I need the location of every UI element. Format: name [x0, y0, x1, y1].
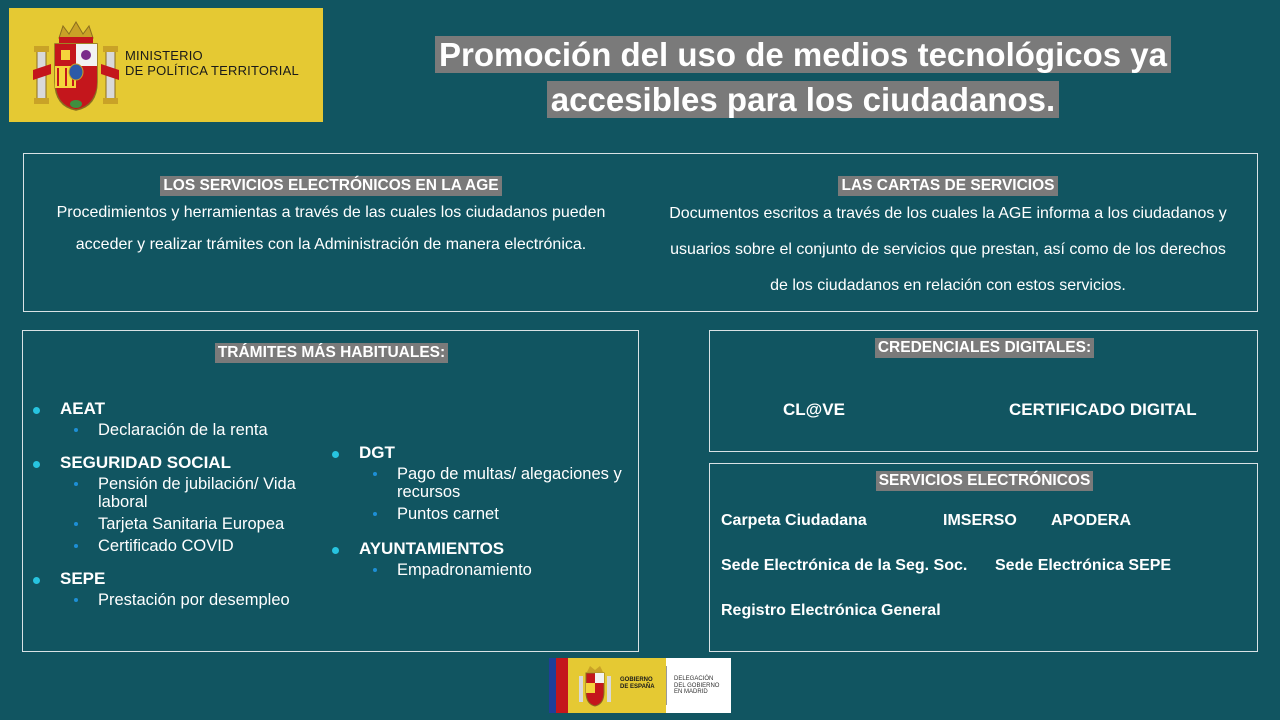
ayuntamientos-title: AYUNTAMIENTOS — [359, 539, 505, 558]
sepe-title: SEPE — [60, 569, 106, 588]
coat-of-arms-icon — [31, 20, 121, 112]
dgt-title: DGT — [359, 443, 395, 462]
slide-title — [360, 32, 1246, 122]
delegacion-line2: DEL GOBIERNO — [674, 682, 720, 689]
list-item-seguridad-social — [23, 453, 323, 555]
sede-sepe-label: Sede Electrónica SEPE — [995, 557, 1172, 574]
seguridad-social-title: SEGURIDAD SOCIAL — [60, 453, 231, 472]
definitions-box — [23, 153, 1258, 312]
list-item: Puntos carnet — [359, 505, 632, 523]
aeat-title: AEAT — [60, 399, 106, 418]
servicios-electronicos-definition — [28, 176, 634, 262]
tramites-col1 — [23, 399, 323, 613]
eu-stripe — [549, 658, 556, 713]
list-item-sepe — [23, 569, 323, 609]
ministry-name — [125, 48, 299, 78]
coat-of-arms-icon — [578, 664, 612, 708]
list-item: Certificado COVID — [60, 537, 323, 555]
gobierno-line1: GOBIERNO — [620, 677, 653, 683]
cartas-servicios-line3: de los ciudadanos en relación con estos servicios. — [770, 277, 1126, 294]
cartas-servicios-definition — [644, 176, 1252, 304]
certificado-digital-label: CERTIFICADO DIGITAL — [1009, 400, 1197, 419]
cartas-servicios-line2: usuarios sobre el conjunto de servicios que prestan, así como de los derechos — [670, 241, 1226, 258]
tramites-col2 — [322, 443, 632, 583]
clave-label: CL@VE — [783, 400, 845, 419]
servicios-electronicos-heading: LOS SERVICIOS ELECTRÓNICOS EN LA AGE — [160, 176, 501, 196]
apodera-label: APODERA — [1051, 512, 1132, 529]
delegacion-block — [666, 658, 731, 713]
registro-electronico-label: Registro Electrónica General — [721, 602, 941, 619]
servicios-electronicos-line1: Procedimientos y herramientas a través de las cuales los ciudadanos pueden — [56, 204, 606, 221]
delegacion-line3: EN MADRID — [674, 689, 708, 695]
credenciales-box — [709, 330, 1258, 452]
cartas-servicios-line1: Documentos escritos a través de los cuales la AGE informa a los ciudadanos y — [669, 205, 1227, 222]
ministry-name-line2: DE POLÍTICA TERRITORIAL — [125, 63, 299, 78]
list-item: Declaración de la renta — [60, 421, 323, 439]
tramites-box — [22, 330, 639, 652]
carpeta-ciudadana-label: Carpeta Ciudadana — [721, 512, 867, 529]
list-item-dgt — [322, 443, 632, 523]
list-item: Tarjeta Sanitaria Europea — [60, 515, 323, 533]
delegacion-line1: DELEGACIÓN — [674, 676, 714, 682]
list-item: Pago de multas/ alegaciones y recursos — [359, 465, 632, 501]
cartas-servicios-heading: LAS CARTAS DE SERVICIOS — [838, 176, 1057, 196]
credenciales-heading: CREDENCIALES DIGITALES: — [875, 338, 1094, 358]
list-item: Empadronamiento — [359, 561, 632, 579]
list-item-aeat — [23, 399, 323, 439]
servicios-heading: SERVICIOS ELECTRÓNICOS — [876, 471, 1094, 491]
gobierno-logo — [549, 658, 731, 713]
ministry-logo — [9, 8, 323, 122]
sede-seg-soc-label: Sede Electrónica de la Seg. Soc. — [721, 557, 968, 574]
gobierno-line2: DE ESPAÑA — [620, 684, 655, 690]
flag-stripe-icon — [556, 658, 568, 713]
title-line1: Promoción del uso de medios tecnológicos ya — [435, 36, 1171, 73]
list-item-ayuntamientos — [322, 539, 632, 579]
servicios-box — [709, 463, 1258, 652]
list-item: Prestación por desempleo — [60, 591, 323, 609]
gobierno-yellow — [556, 658, 666, 713]
title-line2: accesibles para los ciudadanos. — [547, 81, 1059, 118]
imserso-label: IMSERSO — [943, 512, 1017, 529]
ministry-name-line1: MINISTERIO — [125, 48, 203, 63]
list-item: Pensión de jubilación/ Vida laboral — [60, 475, 323, 511]
tramites-heading: TRÁMITES MÁS HABITUALES: — [215, 343, 448, 363]
servicios-electronicos-line2: acceder y realizar trámites con la Administración de manera electrónica. — [75, 236, 587, 253]
